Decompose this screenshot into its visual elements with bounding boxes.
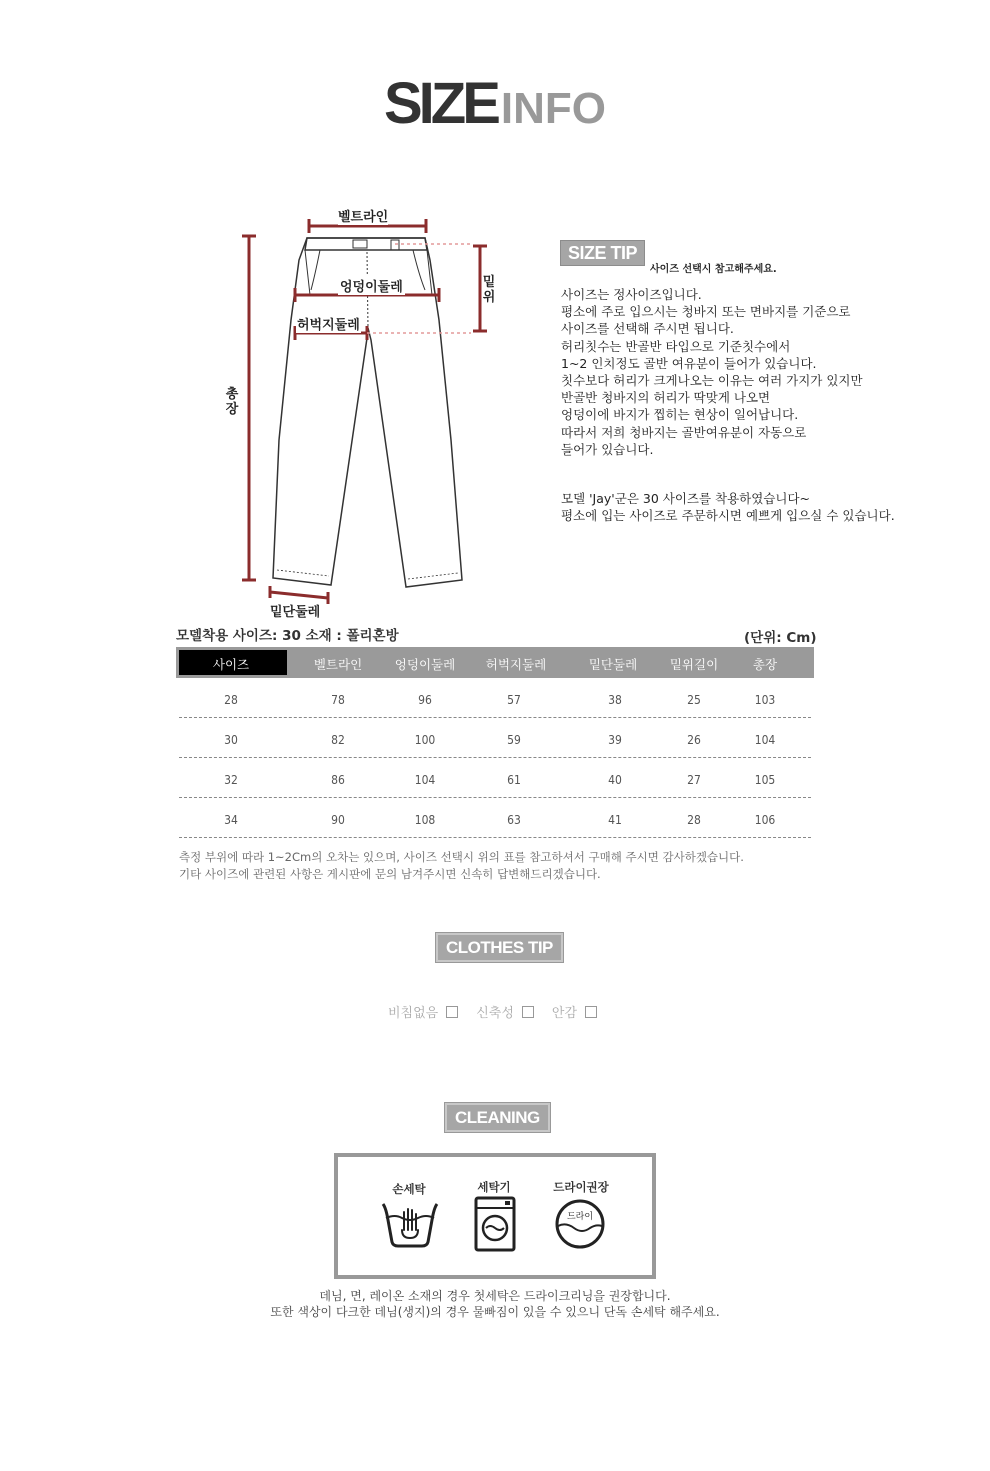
table-cell: 106: [754, 813, 776, 827]
table-cell-size: 30: [224, 733, 238, 747]
page-title: [0, 70, 990, 137]
washing-machine-icon: [474, 1196, 516, 1252]
table-cell-size: 32: [224, 773, 238, 787]
th-hem: 밑단둘레: [588, 657, 638, 672]
th-size: 사이즈: [212, 657, 250, 672]
th-length: 총장: [752, 657, 778, 672]
option-stretch-checkbox[interactable]: [522, 1006, 534, 1018]
hand-wash-icon: [380, 1200, 440, 1250]
thigh-label: 허벅지둘레: [296, 314, 361, 333]
table-cell: 78: [331, 693, 345, 707]
hem-label: 밑단둘레: [270, 601, 320, 620]
cleaning-footnote-2: 또한 색상이 다크한 데님(생지)의 경우 물빠짐이 있을 수 있으니 단독 손세탁 해주세요.: [270, 1305, 720, 1319]
pants-diagram: [215, 200, 505, 625]
rise-label: 밑 위: [482, 275, 496, 305]
size-tip-paragraph-1: 사이즈는 정사이즈입니다. 평소에 주로 입으시는 청바지 또는 면바지를 기준으로 사이즈를 선택해 주시면 됩니다. 허리칫수는 반골반 타입으로 기준칫수에서 1~2 인치정도 골반 여유분이 들어가 있습니다. 칫수보다 허리가 크게나오는 이유는 여러 가지가 있지만 반골반 청바지의 허리가 딱맞게 나오면 엉덩이에 바지가 찝히는 현상이 일어납니다. 따라서 저희 청바지는 골반여유분이 자동으로 들어가 있습니다.: [561, 287, 863, 457]
th-hip: 엉덩이둘레: [394, 657, 456, 672]
table-cell: 25: [687, 693, 701, 707]
table-cell: 103: [754, 693, 776, 707]
clothes-tip-options: [388, 1002, 597, 1021]
th-belt: 벨트라인: [313, 657, 363, 672]
dry-clean-label: 드라이권장: [553, 1180, 609, 1194]
table-cell: 38: [608, 693, 622, 707]
table-cell: 104: [754, 733, 776, 747]
table-cell: 61: [507, 773, 521, 787]
table-cell: 41: [608, 813, 622, 827]
title-size: SIZE: [383, 71, 497, 136]
table-cell: 27: [687, 773, 701, 787]
belt-line-label: 벨트라인: [338, 206, 388, 225]
table-cell: 86: [331, 773, 345, 787]
option-lining-checkbox[interactable]: [585, 1006, 597, 1018]
table-cell: 39: [608, 733, 622, 747]
table-cell-size: 34: [224, 813, 238, 827]
table-cell: 57: [507, 693, 521, 707]
table-cell: 63: [507, 813, 521, 827]
option-lining-label: 안감: [551, 1006, 578, 1021]
svg-text:드라이: 드라이: [566, 1212, 594, 1222]
row-divider: [179, 757, 811, 758]
table-cell: 100: [414, 733, 436, 747]
table-cell: 90: [331, 813, 345, 827]
hip-label: 엉덩이둘레: [338, 276, 405, 295]
table-cell: 82: [331, 733, 345, 747]
table-cell: 105: [754, 773, 776, 787]
title-info: INFO: [500, 84, 607, 133]
table-footnote: 측정 부위에 따라 1~2Cm의 오차는 있으며, 사이즈 선택시 위의 표를 참고하셔서 구매해 주시면 감사하겠습니다. 기타 사이즈에 관련된 사항은 게시판에 문의 남겨주시면 신속히 답변해드리겠습니다.: [179, 850, 744, 881]
table-cell: 59: [507, 733, 521, 747]
th-rise: 밑위길이: [669, 657, 719, 672]
table-meta: 모델착용 사이즈: 30 소재 : 폴리혼방: [176, 628, 399, 644]
table-cell-size: 28: [224, 693, 238, 707]
th-thigh: 허벅지둘레: [485, 657, 547, 672]
table-cell: 40: [608, 773, 622, 787]
size-tip-paragraph-2: 모델 'Jay'군은 30 사이즈를 착용하였습니다~ 평소에 입는 사이즈로 주문하시면 예쁘게 입으실 수 있습니다.: [561, 491, 895, 524]
table-cell: 28: [687, 813, 701, 827]
table-cell: 108: [414, 813, 436, 827]
total-length-label: 총 장: [225, 387, 239, 417]
hand-wash-label: 손세탁: [392, 1182, 426, 1196]
table-unit: (단위: Cm): [744, 630, 817, 646]
table-cell: 96: [418, 693, 432, 707]
size-table-header: [176, 647, 814, 678]
option-sheer-label: 비침없음: [388, 1006, 439, 1021]
table-cell: 26: [687, 733, 701, 747]
row-divider: [179, 717, 811, 718]
size-tip-note: 사이즈 선택시 참고해주세요.: [650, 264, 777, 275]
option-stretch-label: 신축성: [476, 1006, 514, 1021]
row-divider: [179, 797, 811, 798]
cleaning-footnote-1: 데님, 면, 레이온 소재의 경우 첫세탁은 드라이크리닝을 권장합니다.: [319, 1289, 671, 1303]
row-divider: [179, 837, 811, 838]
size-tip-badge: SIZE TIP: [560, 243, 645, 264]
clothes-tip-badge: CLOTHES TIP: [436, 938, 563, 958]
cleaning-badge: CLEANING: [445, 1108, 550, 1128]
dry-clean-icon: [554, 1198, 606, 1250]
option-sheer-checkbox[interactable]: [446, 1006, 458, 1018]
washing-machine-label: 세탁기: [477, 1180, 511, 1194]
table-cell: 104: [414, 773, 436, 787]
